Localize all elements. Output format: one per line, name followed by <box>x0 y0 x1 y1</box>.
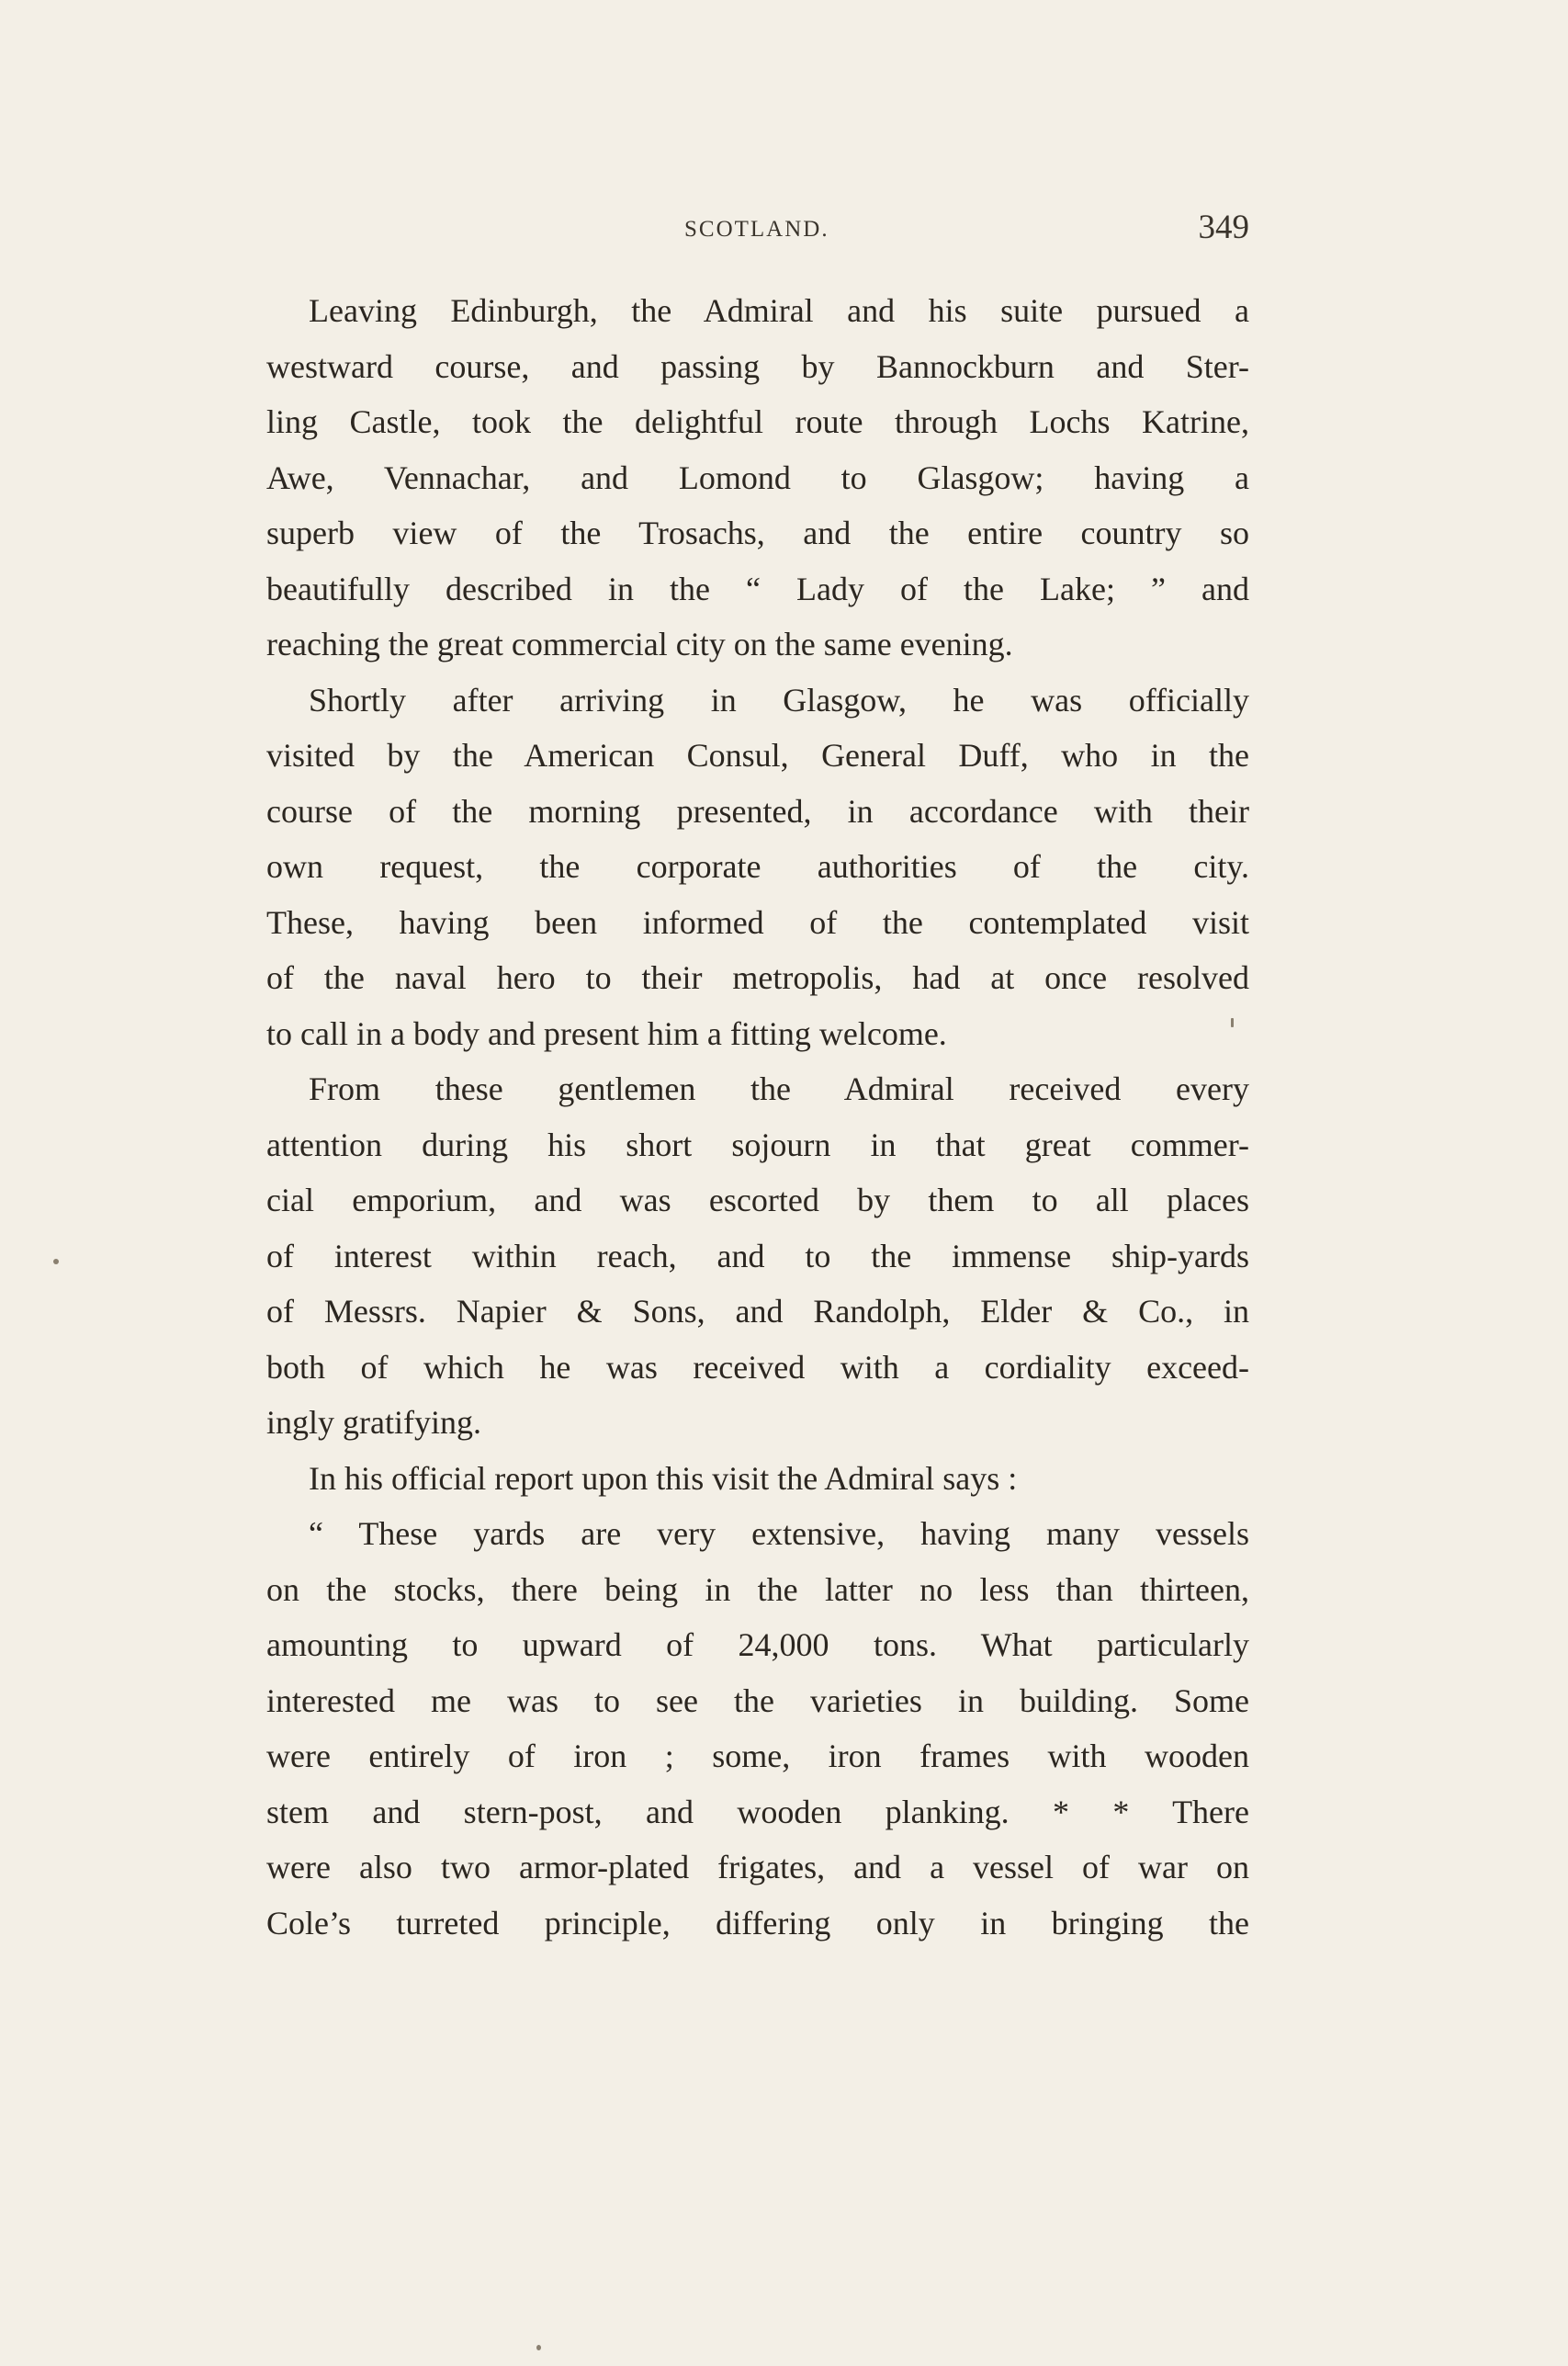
running-head: SCOTLAND. <box>684 217 829 242</box>
page-number: 349 <box>1198 209 1249 246</box>
text-line: westward course, and passing by Bannockburn and Ster- <box>266 347 1249 385</box>
text-line: visited by the American Consul, General Duff, who in the <box>266 737 1249 774</box>
text-line: reaching the great commercial city on the same evening. <box>266 626 1013 662</box>
paper-speck <box>53 1259 59 1264</box>
text-line: own request, the corporate authorities of the city. <box>266 848 1249 885</box>
text-line: to call in a body and present him a fitting welcome. <box>266 1014 947 1052</box>
paper-speck <box>536 2345 541 2350</box>
text-line: attention during his short sojourn in that great commer- <box>266 1126 1249 1163</box>
body-text <box>266 283 1249 1951</box>
text-line: superb view of the Trosachs, and the entire country so <box>266 515 1249 551</box>
text-line: on the stocks, there being in the latter no less than thirteen, <box>266 1570 1249 1608</box>
text-line: beautifully described in the “ Lady of the Lake; ” and <box>266 570 1249 607</box>
paper-speck <box>1231 1018 1234 1027</box>
text-line: Leaving Edinburgh, the Admiral and his suite pursued a <box>309 292 1249 329</box>
text-line: ling Castle, took the delightful route through Lochs Katrine, <box>266 403 1249 440</box>
text-line: Cole’s turreted principle, differing only in bringing the <box>266 1904 1249 1941</box>
text-line: course of the morning presented, in accordance with their <box>266 792 1249 830</box>
text-line: both of which he was received with a cordiality exceed- <box>266 1348 1249 1386</box>
text-line: were also two armor-plated frigates, and a vessel of war on <box>266 1849 1249 1885</box>
text-line: From these gentlemen the Admiral received every <box>309 1070 1249 1107</box>
text-line: of interest within reach, and to the immense ship-yards <box>266 1237 1249 1274</box>
text-line: Awe, Vennachar, and Lomond to Glasgow; having a <box>266 458 1249 496</box>
text-line: Shortly after arriving in Glasgow, he was officially <box>309 681 1249 719</box>
text-line: of Messrs. Napier & Sons, and Randolph, Elder & Co., in <box>266 1293 1249 1330</box>
text-line: amounting to upward of 24,000 tons. What particularly <box>266 1626 1249 1663</box>
text-line: In his official report upon this visit the Admiral says : <box>309 1459 1018 1497</box>
text-line: interested me was to see the varieties in building. Some <box>266 1681 1249 1719</box>
text-line: stem and stern-post, and wooden planking. * * There <box>266 1793 1249 1830</box>
text-line: ingly gratifying. <box>266 1404 481 1441</box>
text-line: of the naval hero to their metropolis, had at once resolved <box>266 959 1249 996</box>
page-header <box>266 204 1249 250</box>
text-line: cial emporium, and was escorted by them to all places <box>266 1182 1249 1218</box>
text-line: “ These yards are very extensive, having many vessels <box>309 1515 1249 1552</box>
text-line: These, having been informed of the contemplated visit <box>266 903 1249 941</box>
text-line: were entirely of iron ; some, iron frames with wooden <box>266 1738 1249 1774</box>
